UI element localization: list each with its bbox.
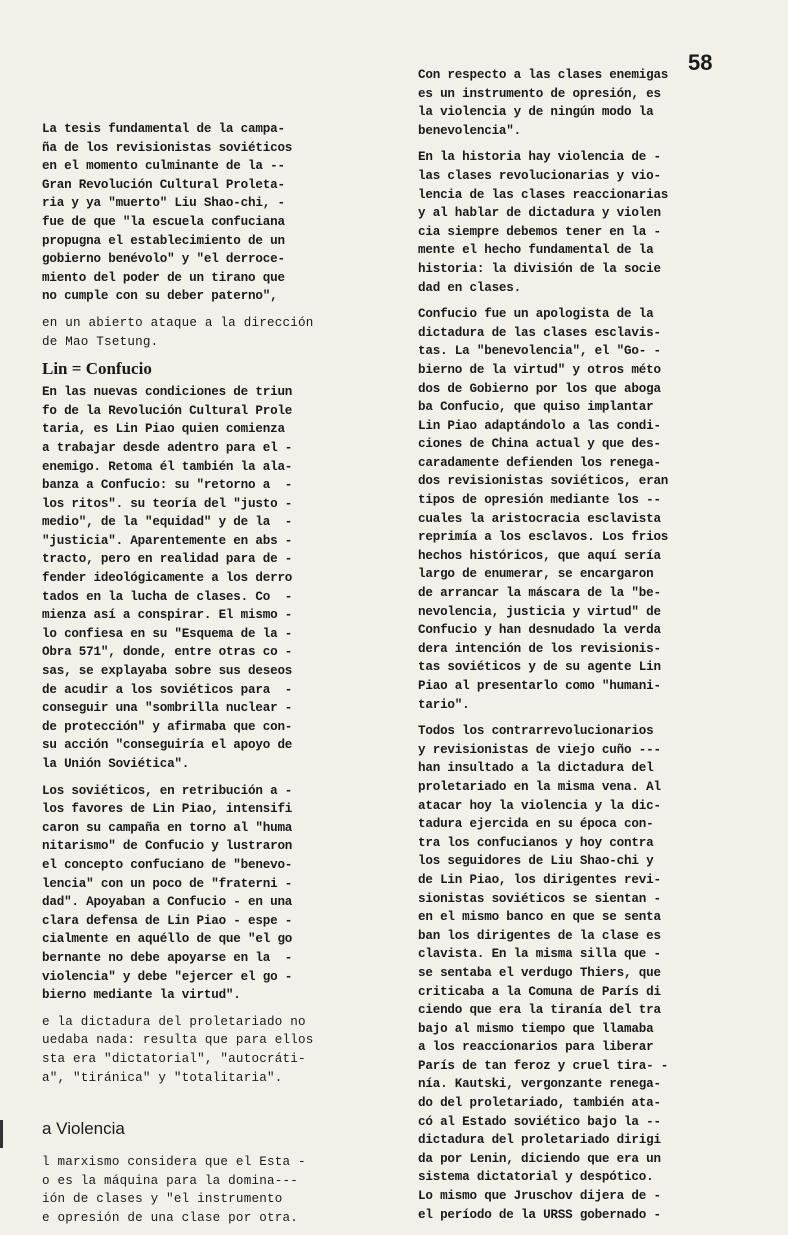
text-line: de acudir a los soviéticos para - [42, 682, 293, 697]
text-line: uedaba nada: resulta que para ellos [42, 1033, 314, 1048]
text-line: de Mao Tsetung. [42, 334, 159, 349]
text-line: tario". [418, 697, 470, 712]
text-line: caradamente defienden los renega- [418, 455, 661, 470]
text-line: bajo al mismo tiempo que llamaba [418, 1021, 654, 1036]
text-line: han insultado a la dictadura del [418, 761, 654, 776]
text-line: o es la máquina para la domina--- [42, 1173, 298, 1188]
text-line: los favores de Lin Piao, intensifi [42, 802, 293, 817]
text-line: sistema dictatorial y despótico. [418, 1170, 654, 1185]
text-line: ria y ya "muerto" Liu Shao-chi, - [42, 196, 285, 211]
text-line: dictadura del proletariado dirigi [418, 1133, 661, 1148]
right-column [418, 66, 730, 1232]
text-line: propugna el establecimiento de un [42, 233, 285, 248]
text-line: proletariado en la misma vena. Al [418, 779, 661, 794]
text-line: la violencia y de ningún modo la [418, 105, 654, 120]
text-line: la Unión Soviética". [42, 757, 190, 771]
text-line: de protección" y afirmaba que con- [42, 719, 293, 734]
text-line: tas soviéticos y de su agente Lin [418, 660, 661, 675]
text-line: Lin Piao adaptándolo a las condi- [418, 418, 661, 433]
text-line: y revisionistas de viejo cuño --- [418, 742, 661, 757]
text-line: se sentaba el verdugo Thiers, que [418, 965, 661, 980]
text-line: fo de la Revolución Cultural Prole [42, 403, 293, 418]
text-line: nitarismo" de Confucio y lustraron [42, 839, 293, 854]
text-line: Todos los contrarrevolucionarios [418, 724, 654, 739]
text-line: el concepto confuciano de "benevo- [42, 857, 293, 872]
text-line: do del proletariado, también ata- [418, 1096, 661, 1111]
text-line: cialmente en aquéllo de que "el go [42, 932, 293, 947]
text-line: tadura ejercida en su época con- [418, 817, 654, 832]
text-line: las clases revolucionarias y vio- [418, 168, 661, 183]
text-line: "justicia". Aparentemente en abs - [42, 533, 293, 548]
text-line: enemigo. Retoma él también la ala- [42, 459, 293, 474]
text-line: da por Lenin, diciendo que era un [418, 1151, 661, 1166]
text-line: de arrancar la máscara de la "be- [418, 586, 661, 601]
text-line: e la dictadura del proletariado no [42, 1014, 306, 1029]
text-line: Lo mismo que Jruschov dijera de - [418, 1189, 661, 1204]
text-line: benevolencia". [418, 123, 522, 138]
text-line: de Lin Piao, los dirigentes revi- [418, 872, 661, 887]
text-line: banza a Confucio: su "retorno a - [42, 478, 293, 493]
text-line: bernante no debe apoyarse en la - [42, 950, 293, 965]
paragraph-clases-enemigas [418, 66, 730, 140]
text-line: no cumple con su deber paterno", [42, 289, 278, 304]
text-line: conseguir una "sombrilla nuclear - [42, 701, 293, 716]
text-line: en el mismo banco en que se senta [418, 910, 661, 925]
text-line: e opresión de una clase por otra. [42, 1210, 298, 1225]
text-line: miento del poder de un tirano que [42, 270, 285, 285]
text-line: gobierno benévolo" y "el derroce- [42, 252, 285, 267]
text-line: violencia" y debe "ejercer el go - [42, 969, 293, 984]
text-line: Los soviéticos, en retribución a - [42, 783, 293, 798]
text-line: ciendo que era la tiranía del tra [418, 1003, 661, 1018]
text-line: sas, se explayaba sobre sus deseos [42, 664, 293, 679]
text-line: dos revisionistas soviéticos, eran [418, 474, 669, 489]
intro-paragraph [42, 120, 372, 306]
text-line: lo confiesa en su "Esquema de la - [42, 626, 293, 641]
text-line: lencia de las clases reaccionarias [418, 187, 669, 202]
text-line: a los reaccionarios para liberar [418, 1040, 654, 1055]
text-line: l marxismo considera que el Esta - [42, 1155, 306, 1170]
page-edge-mark [0, 1120, 3, 1148]
text-line: dad en clases. [418, 280, 522, 295]
paragraph-lin-confucio [42, 383, 372, 773]
text-line: taria, es Lin Piao quien comienza [42, 422, 285, 437]
text-line: ión de clases y "el instrumento [42, 1192, 283, 1207]
text-line: fue de que "la escuela confuciana [42, 214, 285, 229]
left-column [42, 120, 372, 1235]
text-line: có al Estado soviético bajo la -- [418, 1114, 661, 1129]
text-line: sionistas soviéticos se sientan - [418, 891, 661, 906]
text-line: ban los dirigentes de la clase es [418, 928, 661, 943]
paragraph-dictadura [42, 1013, 372, 1087]
text-line: bierno de la virtud" y otros méto [418, 362, 661, 377]
text-line: reprimía a los esclavos. Los frios [418, 530, 669, 545]
text-line: mienza así a conspirar. El mismo - [42, 608, 293, 623]
text-line: largo de enumerar, se encargaron [418, 567, 654, 582]
text-line: lencia" con un poco de "fraterni - [42, 876, 293, 891]
text-line: Con respecto a las clases enemigas [418, 68, 669, 82]
text-line: y al hablar de dictadura y violen [418, 206, 661, 221]
text-line: historia: la división de la socie [418, 261, 661, 276]
text-line: a trabajar desde adentro para el - [42, 440, 293, 455]
text-line: tra los confucianos y hoy contra [418, 835, 654, 850]
text-line: Confucio fue un apologista de la [418, 307, 654, 322]
text-line: nía. Kautski, vergonzante renega- [418, 1077, 661, 1092]
text-line: medio", de la "equidad" y de la - [42, 515, 293, 530]
paragraph-marxismo [42, 1153, 372, 1227]
paragraph-confucio-apologista [418, 305, 730, 714]
text-line: hechos históricos, que aquí sería [418, 548, 661, 563]
paragraph-historia [418, 148, 730, 297]
text-line: los seguidores de Liu Shao-chi y [418, 854, 654, 869]
section-heading-violencia: a Violencia [42, 1119, 125, 1139]
text-line: París de tan feroz y cruel tira- - [418, 1058, 669, 1073]
text-line: dera intención de los revisionis- [418, 641, 661, 656]
text-line: ña de los revisionistas soviéticos [42, 140, 293, 155]
text-line: tados en la lucha de clases. Co - [42, 589, 293, 604]
text-line: a", "tiránica" y "totalitaria". [42, 1070, 283, 1085]
text-line: en un abierto ataque a la dirección [42, 315, 314, 330]
text-line: ciones de China actual y que des- [418, 437, 661, 452]
text-line: el período de la URSS gobernado - [418, 1207, 661, 1222]
text-line: fender ideológicamente a los derro [42, 571, 293, 586]
text-line: dos de Gobierno por los que aboga [418, 381, 661, 396]
text-line: En las nuevas condiciones de triun [42, 385, 293, 400]
text-line: Obra 571", donde, entre otras co - [42, 645, 293, 660]
page-number: 58 [688, 50, 713, 75]
text-line: sta era "dictatorial", "autocráti- [42, 1051, 306, 1066]
text-line: clara defensa de Lin Piao - espe - [42, 913, 293, 928]
text-line: dad". Apoyaban a Confucio - en una [42, 895, 293, 910]
text-line: cia siempre debemos tener en la - [418, 224, 661, 239]
intro-tail-paragraph [42, 314, 372, 351]
text-line: caron su campaña en torno al "huma [42, 820, 293, 835]
paragraph-contrarrevolucionarios [418, 722, 730, 1224]
text-line: atacar hoy la violencia y la dic- [418, 798, 661, 813]
text-line: La tesis fundamental de la campa- [42, 122, 285, 136]
text-line: bierno mediante la virtud". [42, 988, 241, 1003]
text-line: ba Confucio, que quiso implantar [418, 400, 654, 415]
text-line: Gran Revolución Cultural Proleta- [42, 177, 285, 192]
text-line: En la historia hay violencia de - [418, 150, 661, 165]
paragraph-sovieticos [42, 782, 372, 1005]
text-line: Piao al presentarlo como "humani- [418, 679, 661, 693]
section-heading-lin-confucio: Lin = Confucio [42, 359, 152, 379]
text-line: tas. La "benevolencia", el "Go- - [418, 344, 661, 359]
text-line: criticaba a la Comuna de París di [418, 984, 661, 999]
text-line: tipos de opresión mediante los -- [418, 493, 661, 508]
text-line: cuales la aristocracia esclavista [418, 511, 661, 526]
text-line: clavista. En la misma silla que - [418, 947, 661, 962]
text-line: en el momento culminante de la -- [42, 159, 285, 174]
text-line: nevolencia, justicia y virtud" de [418, 604, 661, 619]
text-line: su acción "conseguiría el apoyo de [42, 738, 293, 753]
text-line: tracto, pero en realidad para de - [42, 552, 293, 567]
text-line: Confucio y han desnudado la verda [418, 623, 661, 638]
text-line: mente el hecho fundamental de la [418, 243, 654, 258]
text-line: dictadura de las clases esclavis- [418, 325, 661, 340]
text-line: los ritos". su teoría del "justo - [42, 496, 293, 511]
text-line: es un instrumento de opresión, es [418, 86, 661, 101]
